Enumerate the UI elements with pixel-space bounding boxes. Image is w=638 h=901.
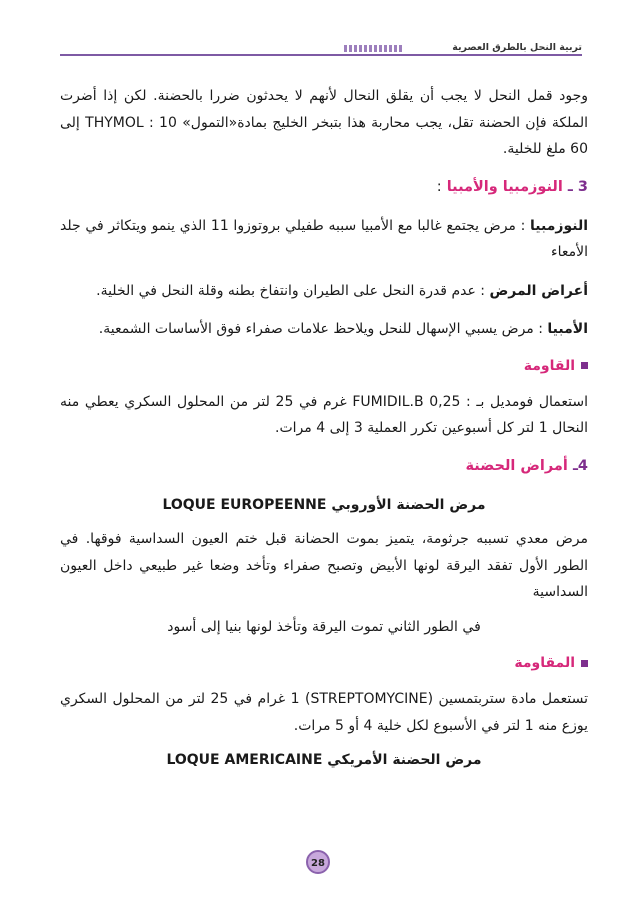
term-amoeba: الأمبيا (547, 321, 588, 337)
subheading-resistance-1 (60, 355, 588, 377)
paragraph-symptoms (60, 278, 588, 305)
section-title: أمراض الحضنة (465, 457, 568, 474)
nosema-text: : مرض يجتمع غالبا مع الأمبيا سببه طفيلي بروتوزوا 11 الذي ينمو ويتكاثر في جلد الأمعاء (60, 217, 588, 260)
square-bullet-icon (581, 362, 588, 369)
running-title: تربية النحل بالطرق العصرية (452, 42, 582, 53)
square-bullet-icon (581, 660, 588, 667)
page-body (60, 83, 588, 786)
section-title: النوزمبيا والأمبيا (446, 178, 563, 195)
subheading-text: المقاومة (514, 655, 575, 671)
section-number: 3 ـ (567, 178, 588, 195)
european-foulbrood-title: مرض الحضنة الأوروبي LOQUE EUROPEENNE (162, 496, 486, 513)
paragraph-fumidil: استعمال فومديل بـ : FUMIDIL.B 0,25 غرم في 25 لتر من المحلول السكري يعطي منه النحال 1 لتر كل أسبوعين تكرر العملية 3 إلى 4 مرات. (60, 393, 588, 436)
paragraph-european: مرض معدي تسببه جرثومة، يتميز بموت الحضانة قبل ختم العيون السداسية فوقها. في الطور الأول تفقد اليرقة لونها الأبيض وتصبح صفراء وتأخد وضعا غير طبيعي داخل العيون السداسية (60, 531, 588, 600)
section-heading-4 (60, 454, 588, 478)
amoeba-text: : مرض يسبي الإسهال للنحل ويلاحظ علامات صفراء فوق الأساسات الشمعية. (98, 321, 548, 337)
subheading-text: القاومة (523, 357, 575, 374)
american-foulbrood-title: مرض الحضنة الأمريكي LOQUE AMERICAINE (166, 752, 482, 768)
section-heading-3 (60, 175, 588, 199)
paragraph-nosema (60, 213, 588, 266)
paragraph-lice: وجود قمل النحل لا يجب أن يقلق النحال لأنهم لا يحدثون ضررا بالحضنة. لكن إذا أضرت الملكة فإن الحضنة تقل، يجب محاربة هذا بتبخر الخليج بمادة«التمول» THYMOL : 10 إلى 60 ملغ للخلية. (60, 88, 588, 157)
header-decoration (344, 45, 404, 52)
term-symptoms: أعراض المرض (489, 282, 588, 299)
section-number: 4ـ (572, 457, 588, 474)
term-nosema: النوزمبيا (530, 217, 588, 234)
header-rule (60, 54, 582, 56)
paragraph-streptomycine: تستعمل مادة ستربتمسين (STREPTOMYCINE) 1 غرام في 25 لتر من المحلول السكري يوزع منه 1 لتر في الأسبوع لكل خلية 4 أو 5 مرات. (60, 691, 588, 734)
symptoms-text: : عدم قدرة النحل على الطيران وانتفاخ بطنه وقلة النحل في الخلية. (96, 282, 490, 299)
page-header (60, 42, 582, 58)
paragraph-amoeba (60, 316, 588, 343)
section-colon: : (436, 178, 442, 195)
subheading-resistance-2 (60, 652, 588, 674)
page-number-badge: 28 (306, 850, 330, 874)
paragraph-stage-2: في الطور الثاني تموت اليرقة وتأخذ لونها بنيا إلى أسود (167, 618, 481, 635)
